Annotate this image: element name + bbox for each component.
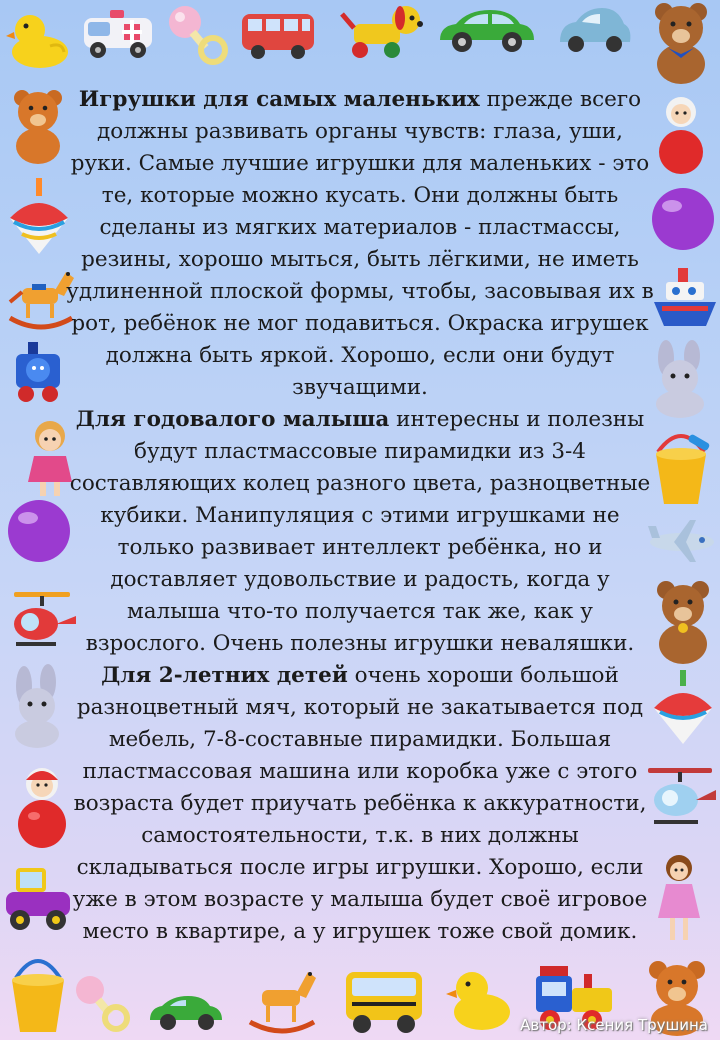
paragraph-body: прежде всего должны развивать органы чувств: глаза, уши, руки. Самые лучшие игрушки для маленьких - это те, которые можно кусать. Они должны быть сделаны из мягких материалов - пластмассы, резины, хорошо мыться, быть лёгкими, не иметь удлиненной плоской формы, чтобы, засовывая их в рот, ребёнок не мог подавиться. Окраска игрушек должна быть яркой. Хорошо, если они будут звучащими. [66,87,654,400]
bucket-icon [648,424,714,508]
roly-poly-icon [18,762,66,852]
ball-icon [650,186,716,252]
author-credit: Автор: Ксения Трушина [520,1016,708,1034]
train-icon [10,340,66,406]
bucket-icon [6,948,70,1036]
green-car-icon [434,6,538,56]
teddy-bear-icon [646,0,716,86]
paragraph-one-year-toys [64,404,656,660]
roly-poly-icon [656,92,706,176]
ball-icon [6,498,72,564]
rubber-duck-icon [446,962,512,1034]
airplane-icon [646,516,718,566]
bunny-icon [4,664,70,750]
rattle-icon [165,2,231,66]
article-text [64,84,656,948]
blue-car-icon [556,2,634,58]
paragraph-heading: Для годовалого малыша [75,407,390,432]
paragraph-two-year-toys [64,660,656,948]
paragraph-body: интересны и полезны будут пластмассовые пирамидки из 3-4 составляющих колец разного цвета, разноцветные кубики. Манипуляция с этими игрушками не только развивает интеллект ребёнка, но и доставляет удовольствие и радость, когда у малыша что-то получается так же, как у взрослого. Очень полезны игрушки неваляшки. [69,407,651,656]
rattle-icon [72,972,132,1034]
paragraph-heading: Игрушки для самых маленьких [78,87,480,112]
spinning-top-icon [6,178,72,258]
teddy-bear-icon [650,576,716,666]
rocking-horse-icon [244,962,320,1036]
rubber-duck-icon [6,6,72,72]
school-bus-icon [342,966,426,1036]
doll-icon [656,852,702,944]
toy-dog-icon [336,0,426,64]
teddy-bear-icon [8,86,68,166]
green-car-icon [146,992,226,1034]
spinning-top-icon [650,670,716,750]
ambulance-icon [80,4,158,64]
boat-icon [652,264,718,334]
paragraph-newborn-toys [64,84,656,404]
bus-icon [238,6,318,62]
paragraph-body: очень хороши большой разноцветный мяч, который не закатывается под мебель, 7-8-составные пирамидки. Большая пластмассовая машина или коробка уже с этого возраста будет приучать ребёнка к аккуратности, самостоятельности, т.к. в них должны складываться после игры игрушки. Хорошо, если уже в этом возрасте у малыша будет своё игровое место в квартире, а у игрушек тоже свой домик. [72,663,648,944]
paragraph-heading: Для 2-летних детей [101,663,348,688]
